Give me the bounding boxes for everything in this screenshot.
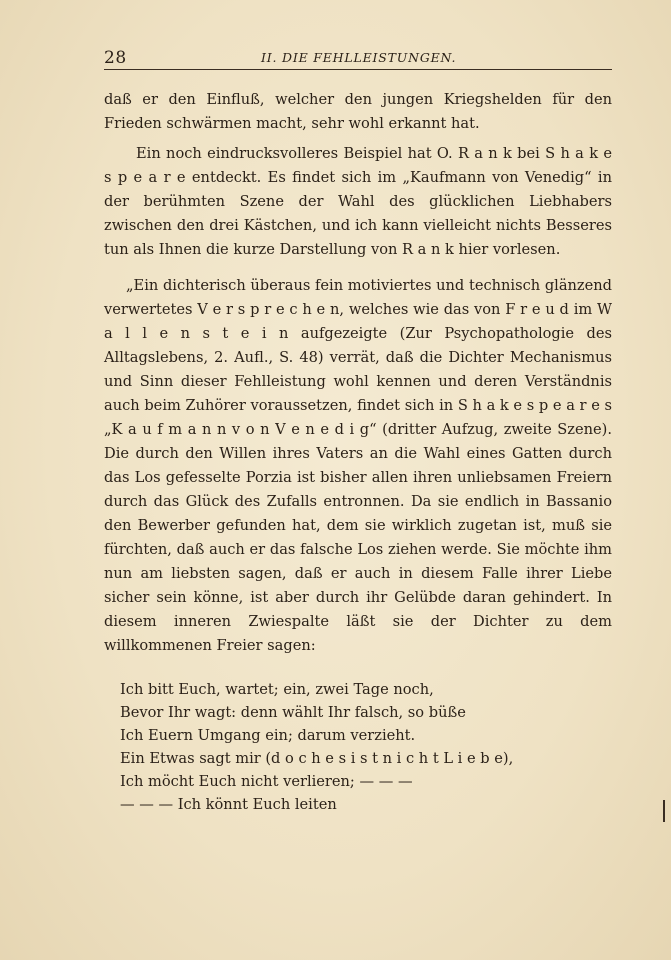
page-edge-mark — [663, 800, 665, 822]
verse-quotation — [120, 678, 570, 816]
running-head: II. DIE FEHLLEISTUNGEN. — [261, 50, 457, 65]
verse-line: Ich Euern Umgang ein; darum verzieht. — [120, 727, 416, 744]
paragraph-rank-example: Ein noch eindrucksvolleres Beispiel hat O. R a n k bei S h a k e s p e a r e entdeckt. Es findet sich im „Kaufmann von Venedig“ in der berühmten Szene der Wahl des glücklichen Liebhabers zwischen den drei Kästchen, und ich kann vielleicht nichts Besseres tun als Ihnen die kurze Darstellung von R a n k hier vorlesen. — [104, 145, 612, 258]
verse-line: — — — Ich könnt Euch leiten — [120, 796, 337, 813]
page-number: 28 — [104, 48, 127, 68]
verse-line: Bevor Ihr wagt: denn wählt Ihr falsch, so büße — [120, 704, 466, 721]
verse-line: Ich bitt Euch, wartet; ein, zwei Tage noch, — [120, 681, 434, 698]
body-text — [104, 88, 612, 658]
verse-line: Ein Etwas sagt mir (d o c h e s i s t n i c h t L i e b e), — [120, 750, 514, 767]
paragraph-continuation: daß er den Einfluß, welcher den jungen Kriegshelden für den Frieden schwärmen macht, sehr wohl erkannt hat. — [104, 91, 612, 132]
paragraph-rank-quote: „Ein dichterisch überaus fein motiviertes und technisch glänzend verwertetes V e r s p r e c h e n, welches wie das von F r e u d im W a l l e n s t e i n aufgezeigte (Zur Psychopathologie des Alltagslebens, 2. Aufl., S. 48) verrät, daß die Dichter Mechanismus und Sinn dieser Fehlleistung wohl kennen und deren Verständnis auch beim Zuhörer voraussetzen, findet sich in S h a k e s p e a r e s „K a u f m a n n v o n V e n e d i g“ (dritter Aufzug, zweite Szene). Die durch den Willen ihres Vaters an die Wahl eines Gatten durch das Los gefesselte Porzia ist bisher allen ihren unliebsamen Freiern durch das Glück des Zufalls entronnen. Da sie endlich in Bassanio den Bewerber gefunden hat, dem sie wirklich zugetan ist, muß sie fürchten, daß auch er das falsche Los ziehen werde. Sie möchte ihm nun am liebsten sagen, daß er auch in diesem Falle ihrer Liebe sicher sein könne, ist aber durch ihr Gelübde daran gehindert. In diesem inneren Zwiespalte läßt sie der Dichter zu dem willkommenen Freier sagen: — [104, 277, 612, 654]
header-rule — [104, 69, 612, 70]
verse-line: Ich möcht Euch nicht verlieren; — — — — [120, 773, 413, 790]
